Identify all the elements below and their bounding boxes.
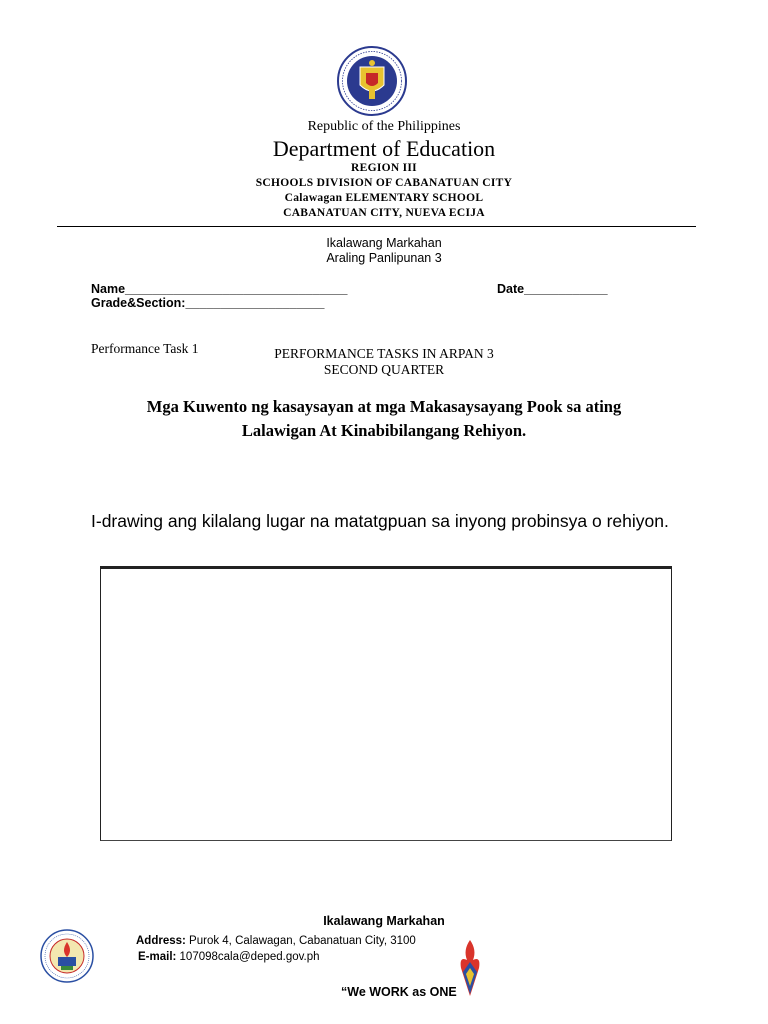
header-divider <box>57 226 696 227</box>
main-title-line-1: Mga Kuwento ng kasaysayan at mga Makasaysayang Pook sa ating <box>146 397 622 416</box>
address-label: Address: <box>136 935 186 947</box>
deped-seal-icon <box>336 45 408 117</box>
email-line <box>138 951 320 963</box>
address-line <box>136 935 416 947</box>
footer-quarter: Ikalawang Markahan <box>323 914 445 928</box>
school-city: CABANATUAN CITY, NUEVA ECIJA <box>283 207 485 219</box>
address-value: Purok 4, Calawagan, Cabanatuan City, 3100 <box>185 935 416 947</box>
region-text: REGION III <box>351 162 417 174</box>
date-field[interactable]: Date____________ <box>497 282 608 296</box>
tasks-title: PERFORMANCE TASKS IN ARPAN 3 <box>274 346 494 361</box>
email-label: E-mail: <box>138 951 177 963</box>
grade-section-field[interactable]: Grade&Section:____________________ <box>91 296 325 310</box>
quarter-title: SECOND QUARTER <box>323 362 445 377</box>
name-field[interactable]: Name________________________________ <box>91 282 348 296</box>
school-name: Calawagan ELEMENTARY SCHOOL <box>284 192 484 204</box>
drawing-area[interactable] <box>100 566 672 841</box>
school-seal-icon <box>40 929 94 983</box>
department-title: Department of Education <box>272 136 496 161</box>
drawing-instruction: I-drawing ang kilalang lugar na matatgpuan sa inyong probinsya o rehiyon. <box>91 511 669 531</box>
republic-text: Republic of the Philippines <box>307 119 461 134</box>
quarter-heading: Ikalawang Markahan <box>326 236 442 250</box>
subject-heading: Araling Panlipunan 3 <box>326 251 442 265</box>
division-text: SCHOOLS DIVISION OF CABANATUAN CITY <box>255 177 513 189</box>
email-value[interactable]: 107098cala@deped.gov.ph <box>176 951 320 963</box>
school-motto: “We WORK as ONE <box>341 985 457 999</box>
main-title-line-2: Lalawigan At Kinabibilangang Rehiyon. <box>241 421 527 440</box>
flame-logo-icon <box>455 938 485 998</box>
performance-task-label: Performance Task 1 <box>91 341 199 356</box>
